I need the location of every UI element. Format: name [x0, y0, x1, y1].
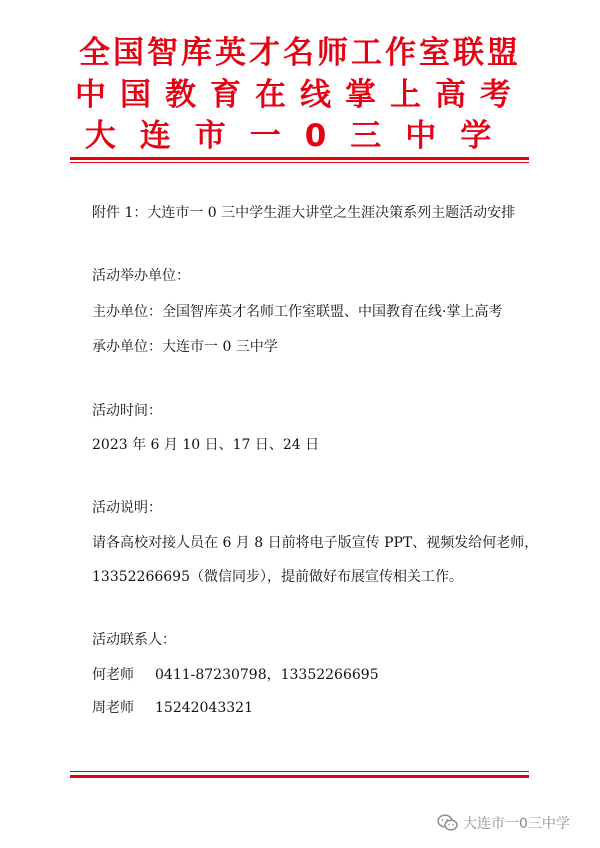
watermark-text: 大连市一0三中学 — [463, 816, 570, 832]
schedule-dates: 2023 年 6 月 10 日、17 日、24 日 — [92, 437, 320, 453]
schedule-heading: 活动时间： — [92, 403, 162, 419]
header-line-eol: 中国教育在线掌上高考 — [75, 77, 525, 113]
contact-phone: 0411-87230798，13352266695 — [155, 667, 379, 683]
wechat-icon — [437, 814, 459, 832]
header-line-school: 大连市一0三中学 — [84, 118, 516, 154]
header-line-alliance: 全国智库英才名师工作室联盟 — [79, 35, 521, 71]
contact-name: 何老师 — [92, 667, 134, 683]
description-line-2: 13352266695（微信同步），提前做好布展宣传相关工作。 — [92, 569, 463, 585]
wechat-watermark — [437, 812, 570, 834]
contacts-heading: 活动联系人： — [92, 632, 176, 648]
description-heading: 活动说明： — [92, 500, 162, 516]
description-line-1: 请各高校对接人员在 6 月 8 日前将电子版宣传 PPT、视频发给何老师， — [92, 535, 539, 551]
attachment-title: 附件 1：大连市一 0 三中学生涯大讲堂之生涯决策系列主题活动安排 — [92, 205, 516, 221]
undertaker-organizer: 承办单位：大连市一 0 三中学 — [92, 339, 278, 355]
host-organizer: 主办单位：全国智库英才名师工作室联盟、中国教育在线·掌上高考 — [92, 304, 503, 320]
footer-divider-thin — [70, 771, 529, 772]
contact-name: 周老师 — [92, 700, 134, 716]
header-divider-thin — [70, 162, 529, 163]
footer-divider-thick — [70, 775, 529, 778]
header-divider-thick — [70, 157, 529, 160]
contact-phone: 15242043321 — [155, 700, 253, 716]
organizers-heading: 活动举办单位： — [92, 268, 190, 284]
